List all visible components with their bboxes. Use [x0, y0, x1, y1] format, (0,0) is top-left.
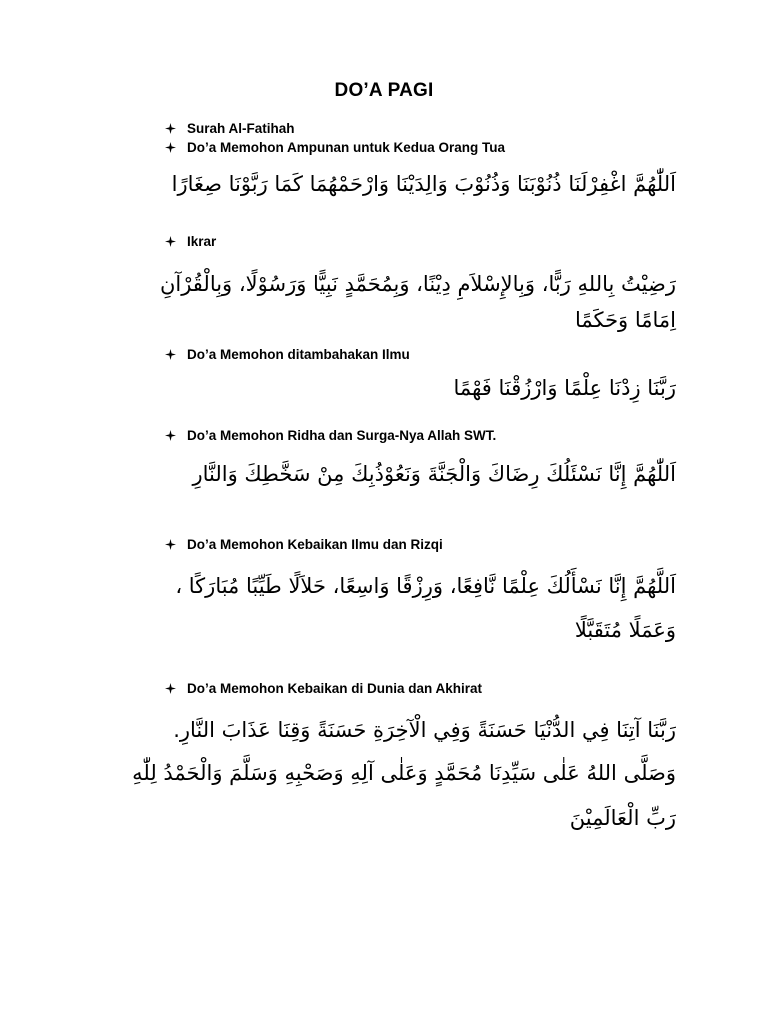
- diamond-bullet-icon: [165, 430, 187, 441]
- arabic-prayer-dunia-line-2: وَصَلَّى اللهُ عَلٰى سَيِّدِنَا مُحَمَّدٍ وَعَلٰى آلِهِ وَصَحْبِهِ وَسَلَّمَ وَالْحَمْدُ لِلّٰهِ: [132, 761, 676, 785]
- list-item-label: Do’a Memohon Kebaikan di Dunia dan Akhirat: [187, 680, 483, 696]
- list-item-ikrar: [165, 232, 216, 250]
- list-item-dunia-akhirat: [165, 679, 482, 697]
- arabic-prayer-rizqi-line-1: اَللَّهُمَّ إِنَّا نَسْأَلُكَ عِلْمًا نَّافِعًا، وَرِزْقًا وَاسِعًا، حَلاَلًا طَيِّبًا مُبَارَكًا ،: [175, 574, 676, 598]
- arabic-prayer-ampunan: اَللّٰهُمَّ اغْفِرْلَنَا ذُنُوْبَنَا وَذُنُوْبَ وَالِدَيْنَا وَارْحَمْهُمَا كَمَا رَبَّوْنَا صِغَارًا: [171, 172, 676, 196]
- arabic-prayer-dunia-line-3: رَبِّ الْعَالَمِيْنَ: [569, 806, 676, 830]
- list-item-label: Do’a Memohon Ridha dan Surga-Nya Allah SWT.: [187, 427, 497, 443]
- arabic-prayer-ikrar-line-2: اِمَامًا وَحَكَمًا: [574, 308, 676, 332]
- arabic-prayer-ridha: اَللّٰهُمَّ إِنَّا نَسْئَلُكَ رِضَاكَ وَالْجَنَّةَ وَنَعُوْذُبِكَ مِنْ سَخَّطِكَ وَالنَّارِ: [192, 462, 676, 486]
- arabic-prayer-rizqi-line-2: وَعَمَلًا مُتَقَبَّلًا: [574, 618, 676, 642]
- list-item-ilmu: [165, 345, 410, 363]
- diamond-bullet-icon: [165, 236, 187, 247]
- list-item-ampunan: [165, 138, 505, 156]
- list-item-label: Do’a Memohon Kebaikan Ilmu dan Rizqi: [187, 536, 443, 552]
- list-item-rizqi: [165, 535, 443, 553]
- list-item-label: Ikrar: [187, 233, 217, 249]
- diamond-bullet-icon: [165, 539, 187, 550]
- arabic-prayer-ikrar-line-1: رَضِيْتُ بِاللهِ رَبًّا، وَبِالإِسْلاَمِ دِيْنًا، وَبِمُحَمَّدٍ نَبِيًّا وَرَسُوْلًا، وَبِالْقُرْآنِ: [159, 272, 676, 296]
- page-title: DO’A PAGI: [334, 80, 434, 101]
- diamond-bullet-icon: [165, 683, 187, 694]
- list-item-ridha: [165, 426, 496, 444]
- list-item-label: Do’a Memohon ditambahakan Ilmu: [187, 346, 410, 362]
- list-item-label: Surah Al-Fatihah: [187, 120, 295, 136]
- arabic-prayer-dunia-line-1: رَبَّنَا آتِنَا فِي الدُّنْيَا حَسَنَةً وَفِي الْآخِرَةِ حَسَنَةً وَقِنَا عَذَابَ النَّارِ.: [173, 718, 676, 742]
- diamond-bullet-icon: [165, 349, 187, 360]
- list-item-label: Do’a Memohon Ampunan untuk Kedua Orang Tua: [187, 139, 506, 155]
- diamond-bullet-icon: [165, 123, 187, 134]
- diamond-bullet-icon: [165, 142, 187, 153]
- arabic-prayer-ilmu: رَبَّنَا زِدْنَا عِلْمًا وَارْزُقْنَا فَهْمًا: [453, 376, 676, 400]
- list-item-surah-al-fatihah: [165, 119, 295, 137]
